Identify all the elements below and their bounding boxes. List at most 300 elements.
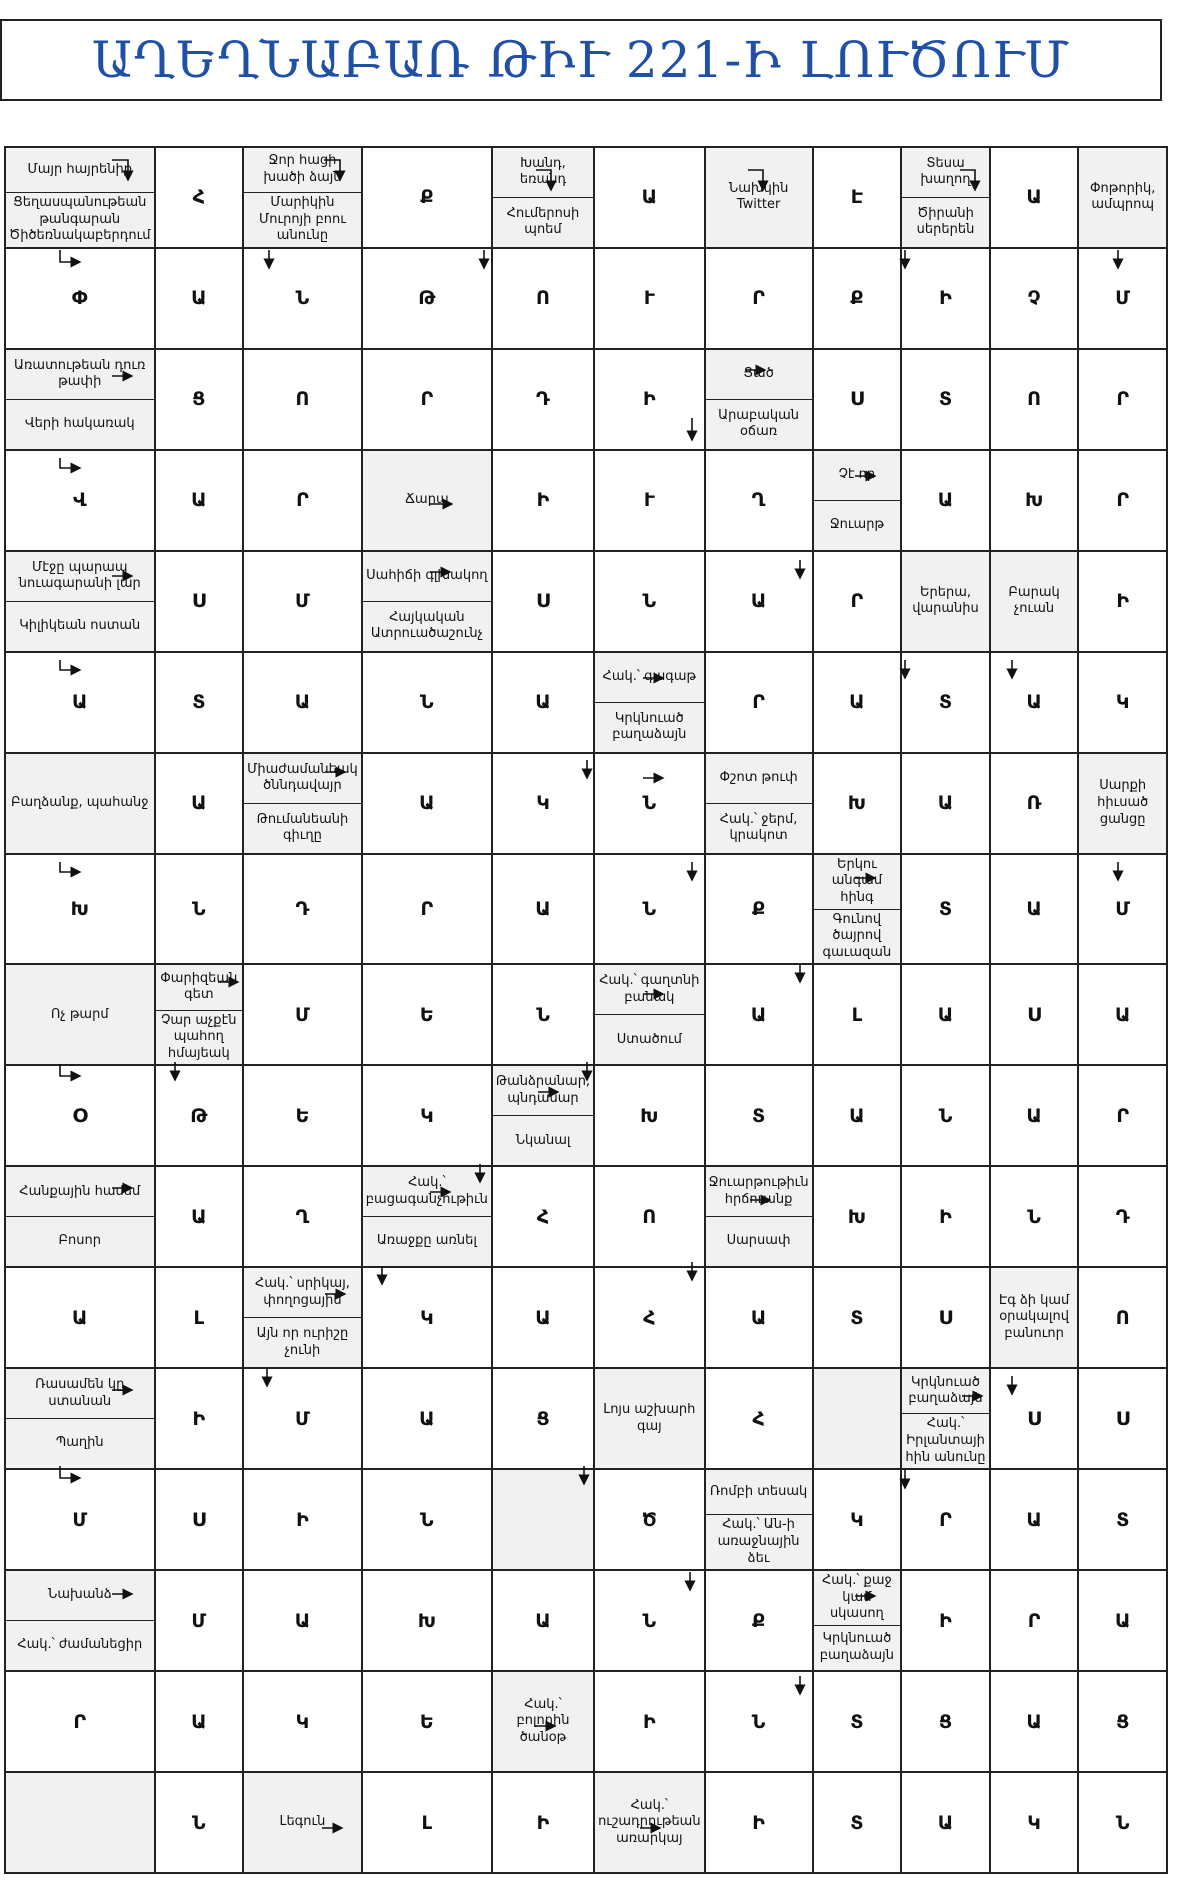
answer-cell <box>244 350 363 451</box>
answer-cell <box>902 754 991 855</box>
answer-cell <box>363 1571 493 1672</box>
clue-text: Երերա, վարանիս <box>912 584 979 617</box>
clue-cell <box>363 451 493 552</box>
answer-letter: Ր <box>420 898 434 921</box>
answer-cell <box>156 1470 245 1571</box>
clue-text: Նախկին Twitter <box>728 180 789 213</box>
answer-cell <box>156 148 245 249</box>
answer-letter: Կ <box>1115 691 1130 714</box>
answer-cell <box>493 1369 595 1470</box>
answer-letter: Ա <box>72 691 88 714</box>
answer-cell <box>6 1672 156 1773</box>
clue-text: Նախանձ <box>47 1587 112 1603</box>
clue-text: Կիլիկեան ոստան <box>6 601 154 651</box>
clue-text: Բոսոր <box>6 1216 154 1266</box>
clue-text: Փոթորիկ, ամպրոպ <box>1089 180 1156 213</box>
answer-cell <box>363 1066 493 1167</box>
answer-cell <box>363 855 493 966</box>
answer-letter: Ր <box>1027 1609 1041 1632</box>
answer-letter: Ն <box>642 792 657 815</box>
answer-letter: Ա <box>937 489 954 512</box>
answer-cell <box>1079 451 1168 552</box>
answer-letter: Ա <box>937 792 954 815</box>
answer-cell <box>991 653 1080 754</box>
answer-cell <box>595 350 706 451</box>
clue-text: Հակ.՝ քաջ կամ սկասող <box>821 1573 892 1622</box>
clue-text: Բարակ չուան <box>1008 584 1060 617</box>
clue-text: Սարքի հիւսած ցանցը <box>1097 778 1149 827</box>
clue-cell <box>991 552 1080 653</box>
answer-cell <box>363 350 493 451</box>
answer-letter: Ի <box>642 1710 656 1733</box>
clue-text: Էգ ձի կամ օրակալով բանուոր <box>998 1292 1070 1342</box>
answer-letter: Ս <box>1115 1407 1130 1430</box>
answer-cell <box>244 1369 363 1470</box>
answer-letter: Ց <box>536 1407 550 1430</box>
clue-cell <box>244 1773 363 1874</box>
clue-cell <box>6 1369 156 1470</box>
answer-letter: Կ <box>850 1508 864 1531</box>
answer-letter: Ն <box>751 1710 766 1733</box>
answer-cell <box>363 754 493 855</box>
answer-cell <box>156 1066 245 1167</box>
answer-letter: Ծ <box>641 1508 657 1531</box>
answer-letter: Ա <box>849 1104 865 1127</box>
answer-letter: Խ <box>417 1609 436 1632</box>
answer-cell <box>363 1773 493 1874</box>
answer-cell <box>902 1268 991 1369</box>
answer-cell <box>156 249 245 350</box>
answer-cell <box>244 552 363 653</box>
answer-letter: Տ <box>192 691 206 714</box>
answer-cell <box>706 855 814 966</box>
answer-letter: Ս <box>938 1306 953 1329</box>
answer-cell <box>493 754 595 855</box>
answer-cell <box>244 249 363 350</box>
answer-letter: Մ <box>295 1003 310 1026</box>
answer-cell <box>6 1268 156 1369</box>
answer-letter: Փ <box>71 287 88 310</box>
clue-cell <box>244 1268 363 1369</box>
answer-letter: Խ <box>847 792 867 815</box>
clue-text: Հակ.՝ Ան-ի առաջնային ձեւ <box>706 1514 812 1569</box>
answer-letter: Ւ <box>643 287 655 310</box>
answer-cell <box>991 1369 1080 1470</box>
answer-cell <box>902 1470 991 1571</box>
clue-text: Ռոմբի տեսակ <box>709 1483 808 1499</box>
answer-cell <box>1079 1672 1168 1773</box>
answer-cell <box>1079 1066 1168 1167</box>
answer-cell <box>991 148 1080 249</box>
answer-cell <box>595 855 706 966</box>
answer-letter: Ս <box>849 388 864 411</box>
answer-letter: Ք <box>751 898 766 921</box>
answer-letter: Ա <box>1026 1104 1042 1127</box>
clue-text: Ոչ թարմ <box>50 1006 109 1022</box>
answer-letter: Ա <box>535 691 551 714</box>
answer-letter: Ի <box>192 1407 206 1430</box>
answer-cell <box>6 1470 156 1571</box>
answer-cell <box>493 451 595 552</box>
answer-cell <box>363 1672 493 1773</box>
answer-letter: Ո <box>295 388 310 411</box>
clue-text: Գունով ծայրով գաւազան <box>814 909 901 964</box>
answer-letter: Տ <box>938 691 953 714</box>
answer-letter: Տ <box>850 1811 864 1834</box>
answer-cell <box>493 552 595 653</box>
answer-cell <box>595 1167 706 1268</box>
answer-cell <box>991 1672 1080 1773</box>
clue-text: Նկանալ <box>493 1115 593 1165</box>
blank-cell <box>6 1773 156 1874</box>
answer-cell <box>706 1672 814 1773</box>
answer-cell <box>1079 249 1168 350</box>
answer-cell <box>902 350 991 451</box>
answer-letter: Ք <box>850 287 864 310</box>
answer-cell <box>493 1167 595 1268</box>
clue-text: Կրկնուած բաղաձայն <box>595 702 704 752</box>
answer-letter: Կ <box>420 1306 434 1329</box>
answer-letter: Ք <box>420 186 434 209</box>
answer-cell <box>493 1571 595 1672</box>
clue-cell <box>6 965 156 1066</box>
answer-cell <box>706 1066 814 1167</box>
answer-cell <box>156 552 245 653</box>
clue-text: Լեգուն <box>279 1814 326 1830</box>
answer-cell <box>991 754 1080 855</box>
answer-letter: Ա <box>294 1609 311 1632</box>
answer-cell <box>991 1066 1080 1167</box>
answer-letter: Ս <box>191 1508 206 1531</box>
answer-cell <box>706 1369 814 1470</box>
answer-letter: Ա <box>1026 691 1042 714</box>
clue-text: Ջոր հացի խածի ձայն <box>263 153 342 186</box>
clue-cell <box>6 1167 156 1268</box>
clue-cell <box>244 754 363 855</box>
crossword-grid <box>4 146 1168 1874</box>
answer-letter: Ց <box>192 388 206 411</box>
answer-cell <box>6 451 156 552</box>
answer-cell <box>493 965 595 1066</box>
answer-letter: Լ <box>193 1306 205 1329</box>
answer-letter: Ի <box>536 489 550 512</box>
answer-cell <box>902 249 991 350</box>
answer-letter: Ր <box>1116 489 1130 512</box>
clue-text: Ճարպ <box>405 492 449 508</box>
clue-cell <box>595 1773 706 1874</box>
answer-letter: Ա <box>1114 1609 1131 1632</box>
clue-text: Վերի հակառակ <box>6 399 154 449</box>
answer-letter: Ն <box>1027 1205 1041 1228</box>
clue-cell <box>706 350 814 451</box>
answer-cell <box>814 965 903 1066</box>
answer-cell <box>706 653 814 754</box>
answer-letter: Ի <box>1116 590 1130 613</box>
answer-letter: Տ <box>751 1104 766 1127</box>
answer-letter: Ն <box>642 590 657 613</box>
answer-cell <box>814 1066 903 1167</box>
answer-cell <box>902 1066 991 1167</box>
answer-letter: Լ <box>421 1811 433 1834</box>
answer-cell <box>814 1268 903 1369</box>
answer-cell <box>814 249 903 350</box>
clue-cell <box>1079 148 1168 249</box>
answer-letter: Ղ <box>295 1205 310 1228</box>
answer-cell <box>1079 1369 1168 1470</box>
answer-letter: Թ <box>190 1104 208 1127</box>
answer-cell <box>363 148 493 249</box>
answer-letter: Ի <box>642 388 656 411</box>
answer-cell <box>814 1672 903 1773</box>
clue-text: Հակ.՝ ջերմ, կրակոտ <box>706 803 812 853</box>
answer-cell <box>706 1773 814 1874</box>
answer-letter: Հ <box>643 1306 656 1329</box>
clue-text: Ջուարթ <box>814 500 901 550</box>
answer-letter: Մ <box>295 1407 310 1430</box>
answer-cell <box>991 451 1080 552</box>
answer-cell <box>493 653 595 754</box>
answer-cell <box>156 754 245 855</box>
answer-letter: Ս <box>536 590 550 613</box>
answer-letter: Ա <box>937 1003 954 1026</box>
answer-cell <box>493 1773 595 1874</box>
answer-letter: Ա <box>191 1205 207 1228</box>
clue-cell <box>814 1571 903 1672</box>
clue-text: Հակ.՝ սրիկայ, փողոցային <box>255 1276 350 1308</box>
answer-cell <box>814 754 903 855</box>
answer-cell <box>156 350 245 451</box>
clue-cell <box>363 552 493 653</box>
answer-letter: Ա <box>1026 1710 1042 1733</box>
answer-cell <box>814 1470 903 1571</box>
answer-cell <box>814 552 903 653</box>
clue-text: Մարիկին Մուրոյի բոու անունը <box>244 192 361 247</box>
answer-cell <box>595 451 706 552</box>
clue-cell <box>991 1268 1080 1369</box>
answer-letter: Ն <box>642 1609 657 1632</box>
answer-cell <box>991 249 1080 350</box>
answer-letter: Ն <box>938 1104 953 1127</box>
answer-letter: Հ <box>536 1205 550 1228</box>
answer-cell <box>156 1268 245 1369</box>
clue-text: Հակ.՝ Իրլանտայի հին անունը <box>902 1413 989 1468</box>
answer-cell <box>1079 1773 1168 1874</box>
clue-text: Սարսափ <box>706 1216 812 1266</box>
answer-cell <box>814 653 903 754</box>
answer-letter: Խ <box>1024 489 1044 512</box>
answer-letter: Չ <box>1027 287 1041 310</box>
answer-cell <box>595 1268 706 1369</box>
clue-text: Թանձրանար, պնդանար <box>495 1074 591 1106</box>
answer-letter: Ա <box>750 1306 767 1329</box>
answer-letter: Մ <box>72 1508 88 1531</box>
answer-cell <box>706 552 814 653</box>
clue-text: Երկու անգամ հինգ <box>831 856 883 905</box>
answer-cell <box>1079 855 1168 966</box>
answer-cell <box>814 350 903 451</box>
answer-letter: Ր <box>752 287 765 310</box>
answer-letter: Լ <box>851 1003 863 1026</box>
answer-cell <box>991 1470 1080 1571</box>
answer-letter: Ա <box>535 898 551 921</box>
answer-letter: Ե <box>295 1104 310 1127</box>
answer-cell <box>902 1773 991 1874</box>
answer-cell <box>6 249 156 350</box>
answer-cell <box>363 1268 493 1369</box>
answer-letter: Ն <box>192 1811 206 1834</box>
answer-letter: Ն <box>1115 1811 1130 1834</box>
clue-cell <box>595 653 706 754</box>
answer-cell <box>902 965 991 1066</box>
answer-letter: Ա <box>191 792 207 815</box>
answer-cell <box>595 1470 706 1571</box>
answer-cell <box>1079 965 1168 1066</box>
answer-letter: Տ <box>1116 1508 1130 1531</box>
clue-cell <box>363 1167 493 1268</box>
answer-cell <box>363 653 493 754</box>
clue-cell <box>493 148 595 249</box>
answer-letter: Ց <box>938 1710 953 1733</box>
page-title: ԱՂԵՂՆԱԲԱՌ ԹԻՒ 221-Ի ԼՈՒԾՈՒՄ <box>0 19 1162 101</box>
answer-cell <box>595 1571 706 1672</box>
answer-cell <box>493 350 595 451</box>
answer-cell <box>902 1167 991 1268</box>
answer-letter: Ի <box>296 1508 309 1531</box>
answer-letter: Ա <box>641 186 658 209</box>
clue-cell <box>6 350 156 451</box>
answer-cell <box>706 965 814 1066</box>
answer-letter: Ք <box>751 1609 766 1632</box>
answer-letter: Մ <box>1115 287 1131 310</box>
clue-text: Ջուարթութիւն հրճուանք <box>708 1175 809 1207</box>
answer-cell <box>991 1167 1080 1268</box>
answer-cell <box>6 653 156 754</box>
clue-text: Մէջը պարապ նուագարանի լար <box>18 559 141 592</box>
answer-letter: Ա <box>535 1609 551 1632</box>
answer-cell <box>902 855 991 966</box>
answer-letter: Ա <box>72 1306 88 1329</box>
clue-text: Ստածում <box>595 1014 704 1064</box>
answer-letter: Ա <box>849 691 865 714</box>
answer-letter: Ա <box>419 1407 435 1430</box>
answer-letter: Ա <box>1026 1508 1042 1531</box>
answer-cell <box>493 249 595 350</box>
answer-letter: Ա <box>535 1306 551 1329</box>
answer-letter: Ի <box>536 1811 550 1834</box>
answer-cell <box>244 451 363 552</box>
answer-cell <box>902 1672 991 1773</box>
answer-cell <box>6 855 156 966</box>
answer-cell <box>1079 1571 1168 1672</box>
clue-cell <box>706 754 814 855</box>
answer-letter: Է <box>850 186 864 209</box>
clue-cell <box>902 1369 991 1470</box>
answer-letter: Ա <box>191 489 207 512</box>
answer-cell <box>156 1672 245 1773</box>
answer-letter: Ա <box>937 1811 954 1834</box>
answer-cell <box>156 855 245 966</box>
answer-letter: Ն <box>295 287 310 310</box>
answer-cell <box>706 1571 814 1672</box>
answer-letter: Ս <box>191 590 206 613</box>
answer-letter: Մ <box>191 1609 207 1632</box>
answer-cell <box>991 855 1080 966</box>
answer-letter: Ն <box>536 1003 550 1026</box>
answer-cell <box>595 249 706 350</box>
clue-text: Կրկնուած բաղաձայն <box>908 1374 983 1407</box>
clue-text: Չար աչքէն պահող հմայեակ <box>156 1010 243 1065</box>
answer-letter: Խ <box>640 1104 659 1127</box>
answer-letter: Կ <box>295 1710 310 1733</box>
answer-cell <box>706 249 814 350</box>
clue-text: Ծիրանի սերերեն <box>902 197 989 247</box>
clue-cell <box>493 1066 595 1167</box>
answer-letter: Ա <box>750 1003 767 1026</box>
clue-cell <box>706 1470 814 1571</box>
answer-letter: Ր <box>296 489 309 512</box>
answer-letter: Հ <box>192 186 205 209</box>
answer-cell <box>244 965 363 1066</box>
answer-cell <box>244 653 363 754</box>
blank-cell <box>814 1369 903 1470</box>
clue-text: Արաբական օճառ <box>706 399 812 449</box>
answer-cell <box>156 1167 245 1268</box>
answer-letter: Ն <box>420 1508 434 1531</box>
answer-cell <box>363 965 493 1066</box>
answer-cell <box>244 1571 363 1672</box>
answer-cell <box>156 653 245 754</box>
clue-cell <box>706 148 814 249</box>
answer-letter: Ռ <box>1026 792 1042 815</box>
answer-cell <box>1079 1470 1168 1571</box>
clue-cell <box>706 1167 814 1268</box>
answer-letter: Ո <box>642 1205 657 1228</box>
answer-cell <box>156 1773 245 1874</box>
answer-cell <box>902 653 991 754</box>
answer-letter: Կ <box>1027 1811 1041 1834</box>
clue-text: Հակ.՝ ժամանեցիր <box>6 1620 154 1670</box>
answer-letter: Խ <box>847 1205 867 1228</box>
clue-cell <box>244 148 363 249</box>
clue-text: Այն որ ուրիշը չունի <box>244 1317 361 1367</box>
clue-cell <box>6 1571 156 1672</box>
answer-letter: Ա <box>191 1710 207 1733</box>
answer-letter: Դ <box>295 898 310 921</box>
answer-cell <box>493 855 595 966</box>
answer-letter: Թ <box>418 287 436 310</box>
answer-cell <box>706 1268 814 1369</box>
answer-cell <box>595 552 706 653</box>
clue-text: Խանդ, եռանդ <box>519 155 567 188</box>
answer-letter: Ա <box>1026 186 1042 209</box>
answer-cell <box>1079 350 1168 451</box>
answer-cell <box>156 1571 245 1672</box>
answer-cell <box>814 1167 903 1268</box>
clue-text: Թումանեանի գիւղը <box>244 803 361 853</box>
clue-text: Հակ.՝ բոլորին ծանօթ <box>516 1696 570 1745</box>
answer-letter: Ե <box>419 1003 434 1026</box>
answer-letter: Ե <box>419 1710 434 1733</box>
answer-cell <box>1079 653 1168 754</box>
answer-cell <box>1079 552 1168 653</box>
clue-text: Հակ.՝ բացագանչութիւն <box>365 1175 488 1207</box>
answer-letter: Դ <box>536 388 550 411</box>
answer-cell <box>902 1571 991 1672</box>
clue-cell <box>902 148 991 249</box>
answer-letter: Ր <box>420 388 434 411</box>
answer-cell <box>595 148 706 249</box>
answer-cell <box>363 1470 493 1571</box>
